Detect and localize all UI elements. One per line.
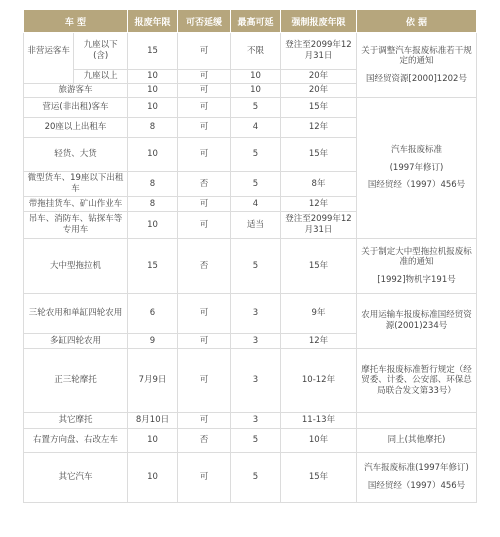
table-row (24, 239, 477, 294)
type-cell: 三轮农用和单缸四轮农用 (24, 294, 128, 334)
type-sub: 九座以上 (74, 69, 127, 83)
header-deferrable: 可否延缓 (178, 10, 231, 33)
header-row (24, 10, 477, 33)
type-cell: 正三轮摩托 (24, 349, 128, 413)
basis-cell (357, 98, 477, 239)
defer-cell: 可 (178, 84, 231, 98)
type-cell: 右置方向盘、右改左车 (24, 429, 128, 453)
life-cell: 15 (128, 239, 178, 294)
life-cell: 8 (128, 172, 178, 197)
defer-cell: 可 (178, 69, 231, 83)
defer-cell: 可 (178, 118, 231, 138)
forced-cell: 12年 (281, 334, 357, 349)
life-cell: 8月10日 (128, 413, 178, 429)
max-defer-cell: 3 (231, 294, 281, 334)
forced-cell: 11-13年 (281, 413, 357, 429)
defer-cell: 可 (178, 453, 231, 503)
max-defer-cell: 不限 (231, 33, 281, 70)
basis-text: 国经贸资源[2000]1202号 (366, 73, 467, 84)
table-row (24, 98, 477, 118)
type-cell: 微型货车、19座以下出租车 (24, 172, 128, 197)
forced-cell: 20年 (281, 84, 357, 98)
type-cell: 20座以上出租车 (24, 118, 128, 138)
life-cell: 10 (128, 138, 178, 172)
life-cell: 15 (128, 33, 178, 70)
type-cell: 大中型拖拉机 (24, 239, 128, 294)
type-cell: 吊车、消防车、钻探车等专用车 (24, 212, 128, 239)
forced-cell: 登注至2099年12月31日 (281, 33, 357, 70)
header-scrap-life: 报废年限 (128, 10, 178, 33)
header-max-defer: 最高可延 (231, 10, 281, 33)
life-cell: 8 (128, 197, 178, 212)
defer-cell: 可 (178, 212, 231, 239)
forced-cell: 登注至2099年12月31日 (281, 212, 357, 239)
max-defer-cell: 10 (231, 84, 281, 98)
defer-cell: 可 (178, 349, 231, 413)
header-vehicle-type: 车 型 (24, 10, 128, 33)
max-defer-cell: 3 (231, 349, 281, 413)
defer-cell: 可 (178, 197, 231, 212)
table-container (23, 9, 476, 503)
forced-cell: 15年 (281, 453, 357, 503)
table-row (24, 413, 477, 429)
defer-cell: 可 (178, 138, 231, 172)
basis-cell: 同上(其他摩托) (357, 429, 477, 453)
max-defer-cell: 4 (231, 118, 281, 138)
type-cell: 轻货、大货 (24, 138, 128, 172)
header-basis: 依 据 (357, 10, 477, 33)
max-defer-cell: 适当 (231, 212, 281, 239)
max-defer-cell: 5 (231, 429, 281, 453)
basis-text: [1992]物机字191号 (377, 274, 456, 285)
forced-cell: 8年 (281, 172, 357, 197)
max-defer-cell: 5 (231, 138, 281, 172)
table-row (24, 294, 477, 334)
type-cell (24, 33, 128, 84)
basis-cell (357, 33, 477, 98)
type-cell: 带拖挂货车、矿山作业车 (24, 197, 128, 212)
header-forced-life: 强制报废年限 (281, 10, 357, 33)
life-cell: 10 (128, 212, 178, 239)
basis-text: 汽车报废标准(1997年修订) (364, 463, 469, 474)
defer-cell: 可 (178, 33, 231, 70)
life-cell: 10 (128, 84, 178, 98)
max-defer-cell: 3 (231, 334, 281, 349)
life-cell: 10 (128, 453, 178, 503)
forced-cell: 10-12年 (281, 349, 357, 413)
defer-cell: 可 (178, 98, 231, 118)
life-cell: 7月9日 (128, 349, 178, 413)
max-defer-cell: 5 (231, 172, 281, 197)
type-sub: 九座以下(含) (83, 40, 118, 61)
vehicle-scrap-table (23, 9, 477, 503)
type-main: 非营运客车 (24, 33, 74, 69)
max-defer-cell: 5 (231, 453, 281, 503)
basis-text: 国经贸经（1997）456号 (367, 481, 466, 491)
forced-cell: 12年 (281, 118, 357, 138)
life-cell: 10 (128, 69, 178, 83)
forced-cell: 9年 (281, 294, 357, 334)
type-cell: 多缸四轮农用 (24, 334, 128, 349)
table-row (24, 429, 477, 453)
max-defer-cell: 3 (231, 413, 281, 429)
defer-cell: 否 (178, 429, 231, 453)
life-cell: 10 (128, 429, 178, 453)
defer-cell: 否 (178, 172, 231, 197)
max-defer-cell: 5 (231, 98, 281, 118)
life-cell: 10 (128, 98, 178, 118)
type-cell: 营运(非出租)客车 (24, 98, 128, 118)
type-cell: 其它摩托 (24, 413, 128, 429)
forced-cell: 12年 (281, 197, 357, 212)
basis-text: 国经贸经（1997）456号 (367, 180, 466, 191)
forced-cell: 15年 (281, 239, 357, 294)
basis-cell (357, 413, 477, 429)
max-defer-cell: 4 (231, 197, 281, 212)
table-row (24, 453, 477, 503)
basis-text: (1997年修订) (389, 162, 444, 173)
max-defer-cell: 10 (231, 69, 281, 83)
basis-cell: 摩托车报废标准暂行规定（经贸委、计委、公安部、环保总局联合发文第33号） (357, 349, 477, 413)
defer-cell: 否 (178, 239, 231, 294)
forced-cell: 20年 (281, 69, 357, 83)
basis-cell (357, 239, 477, 294)
max-defer-cell: 5 (231, 239, 281, 294)
basis-cell (357, 453, 477, 503)
forced-cell: 15年 (281, 98, 357, 118)
basis-cell: 农用运输车报废标准国经贸资源(2001)234号 (357, 294, 477, 349)
basis-text: 汽车报废标准 (390, 145, 442, 156)
defer-cell: 可 (178, 413, 231, 429)
table-row (24, 349, 477, 413)
life-cell: 9 (128, 334, 178, 349)
forced-cell: 15年 (281, 138, 357, 172)
table-row (24, 33, 477, 70)
forced-cell: 10年 (281, 429, 357, 453)
life-cell: 8 (128, 118, 178, 138)
basis-text: 关于制定大中型拖拉机报废标准的通知 (361, 246, 472, 268)
type-cell: 其它汽车 (24, 453, 128, 503)
defer-cell: 可 (178, 334, 231, 349)
type-cell: 旅游客车 (24, 84, 128, 98)
defer-cell: 可 (178, 294, 231, 334)
life-cell: 6 (128, 294, 178, 334)
basis-text: 关于调整汽车报废标准若干规定的通知 (361, 45, 472, 67)
